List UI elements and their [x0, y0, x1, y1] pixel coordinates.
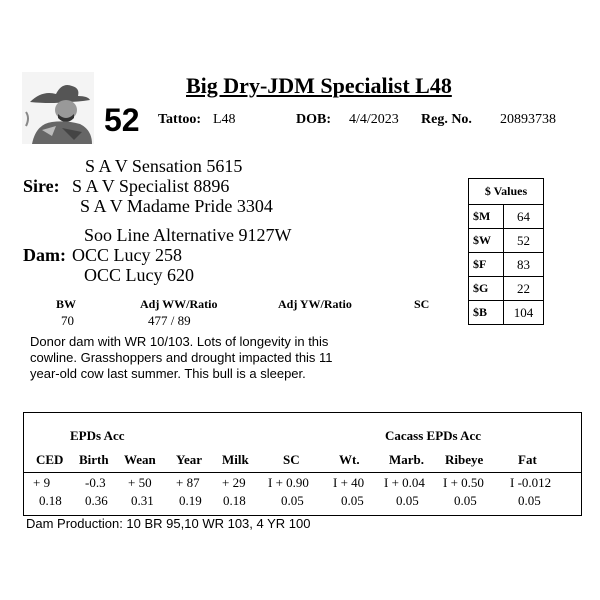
acc-ribeye: 0.05 — [454, 493, 477, 508]
table-row: $M 64 — [469, 205, 544, 229]
dob-value: 4/4/2023 — [349, 112, 399, 127]
tattoo-label: Tattoo: — [158, 112, 202, 127]
val-year: + 87 — [176, 475, 200, 490]
table-row: $G 22 — [469, 277, 544, 301]
epd-group-label: EPDs Acc — [70, 428, 125, 443]
acc-ced: 0.18 — [39, 493, 62, 508]
dam-name: OCC Lucy 258 — [72, 245, 182, 265]
col-ribeye: Ribeye — [445, 452, 484, 467]
sc-label: SC — [414, 297, 430, 311]
lot-number: 52 — [104, 102, 140, 138]
acc-sc: 0.05 — [281, 493, 304, 508]
table-row: $W 52 — [469, 229, 544, 253]
page-title: Big Dry-JDM Specialist L48 — [186, 73, 452, 98]
yw-label: Adj YW/Ratio — [278, 297, 352, 311]
sire-label: Sire: — [23, 176, 60, 196]
col-milk: Milk — [222, 452, 249, 467]
acc-fat: 0.05 — [518, 493, 541, 508]
acc-marb: 0.05 — [396, 493, 419, 508]
reg-label: Reg. No. — [421, 112, 472, 127]
tattoo-value: L48 — [213, 112, 236, 127]
carcass-epd-group-label: Cacass EPDs Acc — [385, 428, 482, 443]
bw-value: 70 — [61, 313, 74, 328]
val-fat: I -0.012 — [510, 475, 552, 490]
description-note: Donor dam with WR 10/103. Lots of longevity in this cowline. Grasshoppers and drought impacted this 11 year-old cow last summer. This bull is a sleeper. — [30, 334, 333, 381]
acc-milk: 0.18 — [223, 493, 246, 508]
acc-birth: 0.36 — [85, 493, 108, 508]
col-birth: Birth — [79, 452, 109, 467]
dam-sire: Soo Line Alternative 9127W — [84, 225, 292, 245]
table-row: $F 83 — [469, 253, 544, 277]
dollar-values-table — [468, 178, 544, 325]
val-wean: + 50 — [128, 475, 152, 490]
dam-production: Dam Production: 10 BR 95,10 WR 103, 4 YR 100 — [26, 516, 311, 531]
val-birth: -0.3 — [85, 475, 106, 490]
col-sc: SC — [283, 452, 300, 467]
col-wean: Wean — [124, 452, 156, 467]
val-sc: I + 0.90 — [268, 475, 309, 490]
acc-wean: 0.31 — [131, 493, 154, 508]
sire-sire: S A V Sensation 5615 — [85, 156, 243, 176]
dam-dam: OCC Lucy 620 — [84, 265, 194, 285]
table-row: $B 104 — [469, 301, 544, 325]
bw-label: BW — [56, 297, 77, 311]
col-marb: Marb. — [389, 452, 425, 467]
acc-wt: 0.05 — [341, 493, 364, 508]
val-wt: I + 40 — [333, 475, 365, 490]
dollar-values-header: $ Values — [469, 179, 544, 205]
acc-year: 0.19 — [179, 493, 202, 508]
epd-table — [23, 412, 582, 516]
val-marb: I + 0.04 — [384, 475, 425, 490]
val-milk: + 29 — [222, 475, 246, 490]
cowboy-logo-icon — [22, 72, 94, 144]
col-year: Year — [176, 452, 202, 467]
col-wt: Wt. — [339, 452, 360, 467]
reg-value: 20893738 — [500, 112, 556, 127]
val-ribeye: I + 0.50 — [443, 475, 484, 490]
val-ced: + 9 — [33, 475, 51, 490]
col-fat: Fat — [518, 452, 537, 467]
dob-label: DOB: — [296, 112, 331, 127]
sire-name: S A V Specialist 8896 — [72, 176, 230, 196]
epd-divider — [24, 472, 581, 473]
ww-value: 477 / 89 — [148, 313, 191, 328]
sire-dam: S A V Madame Pride 3304 — [80, 196, 273, 216]
ww-label: Adj WW/Ratio — [140, 297, 218, 311]
col-ced: CED — [36, 452, 64, 467]
dam-label: Dam: — [23, 245, 66, 265]
